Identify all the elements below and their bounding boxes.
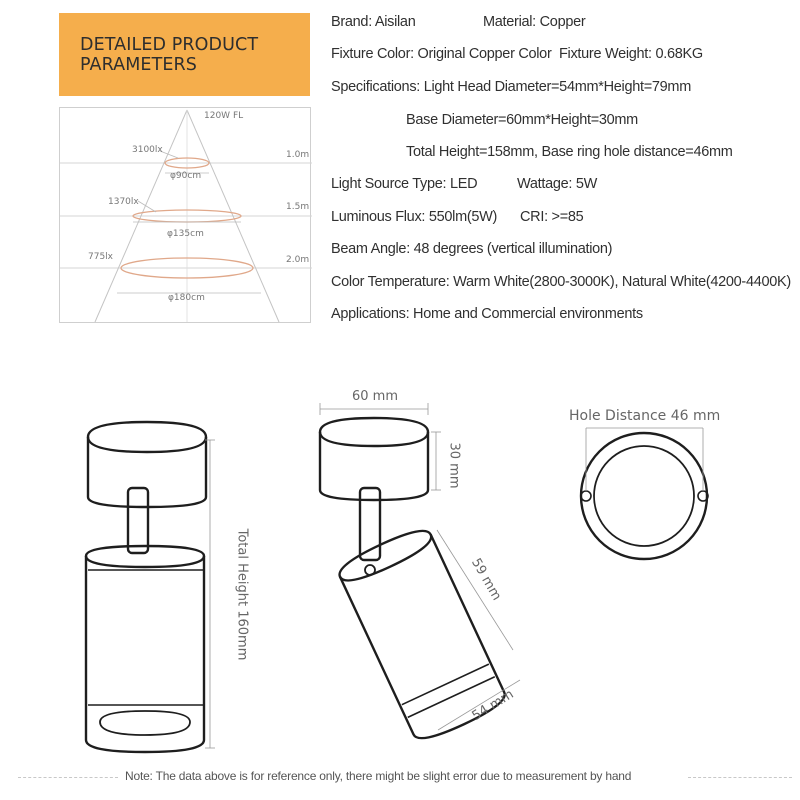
beam-lux-row-2: 1370lx [108,197,139,207]
banner-title-line-2: PARAMETERS [80,55,197,75]
footer-note [0,769,800,785]
footer-note-text: Note: The data above is for reference only, there might be slight error due to measurement by hand [125,769,632,783]
beam-diameter-row-1: φ90cm [170,171,202,181]
beam-distance-row-2: 1.5m [286,202,310,212]
footer-divider-left [18,777,118,778]
base-height-label: 30 mm [446,442,462,489]
footer-divider-right [688,777,792,778]
spec-applications: Applications: Home and Commercial environments [331,306,643,322]
base-plate-drawing [581,433,708,559]
beam-lux-row-3: 775lx [88,252,114,262]
spec-luminous-flux: Luminous Flux: 550lm(5W) [331,209,498,225]
front-view-drawing [86,422,206,752]
beam-header: 120W FL [204,111,244,121]
spec-cri: CRI: >=85 [520,209,584,225]
beam-diameter-row-3: φ180cm [168,293,205,303]
beam-diameter-row-2: φ135cm [167,229,204,239]
spec-fixture-weight: Fixture Weight: 0.68KG [559,46,703,62]
beam-lux-row-1: 3100lx [132,145,163,155]
spec-material: Material: Copper [483,14,586,30]
total-height-label: Total Height 160mm [234,528,250,661]
spec-total-height: Total Height=158mm, Base ring hole distance=46mm [406,144,733,160]
spec-beam-angle: Beam Angle: 48 degrees (vertical illumination) [331,241,613,257]
base-width-label: 60 mm [352,389,399,404]
spec-fixture-color: Fixture Color: Original Copper Color [331,46,552,62]
head-diameter-label: 54 mm [469,686,517,725]
spec-color-temperature: Color Temperature: Warm White(2800-3000K), Natural White(4200-4400K) [331,274,791,290]
spec-brand: Brand: Aisilan [331,14,416,30]
banner-title-line-1: DETAILED PRODUCT [80,35,259,55]
spec-head-dimensions: Specifications: Light Head Diameter=54mm*Height=79mm [331,79,691,95]
hole-distance-label: Hole Distance 46 mm [569,408,721,424]
spec-light-source: Light Source Type: LED [331,176,478,192]
spec-wattage: Wattage: 5W [517,176,597,192]
head-height-label: 59 mm [468,555,505,604]
beam-distance-row-3: 2.0m [286,255,310,265]
spec-base-dimensions: Base Diameter=60mm*Height=30mm [406,112,638,128]
beam-distance-row-1: 1.0m [286,150,310,160]
